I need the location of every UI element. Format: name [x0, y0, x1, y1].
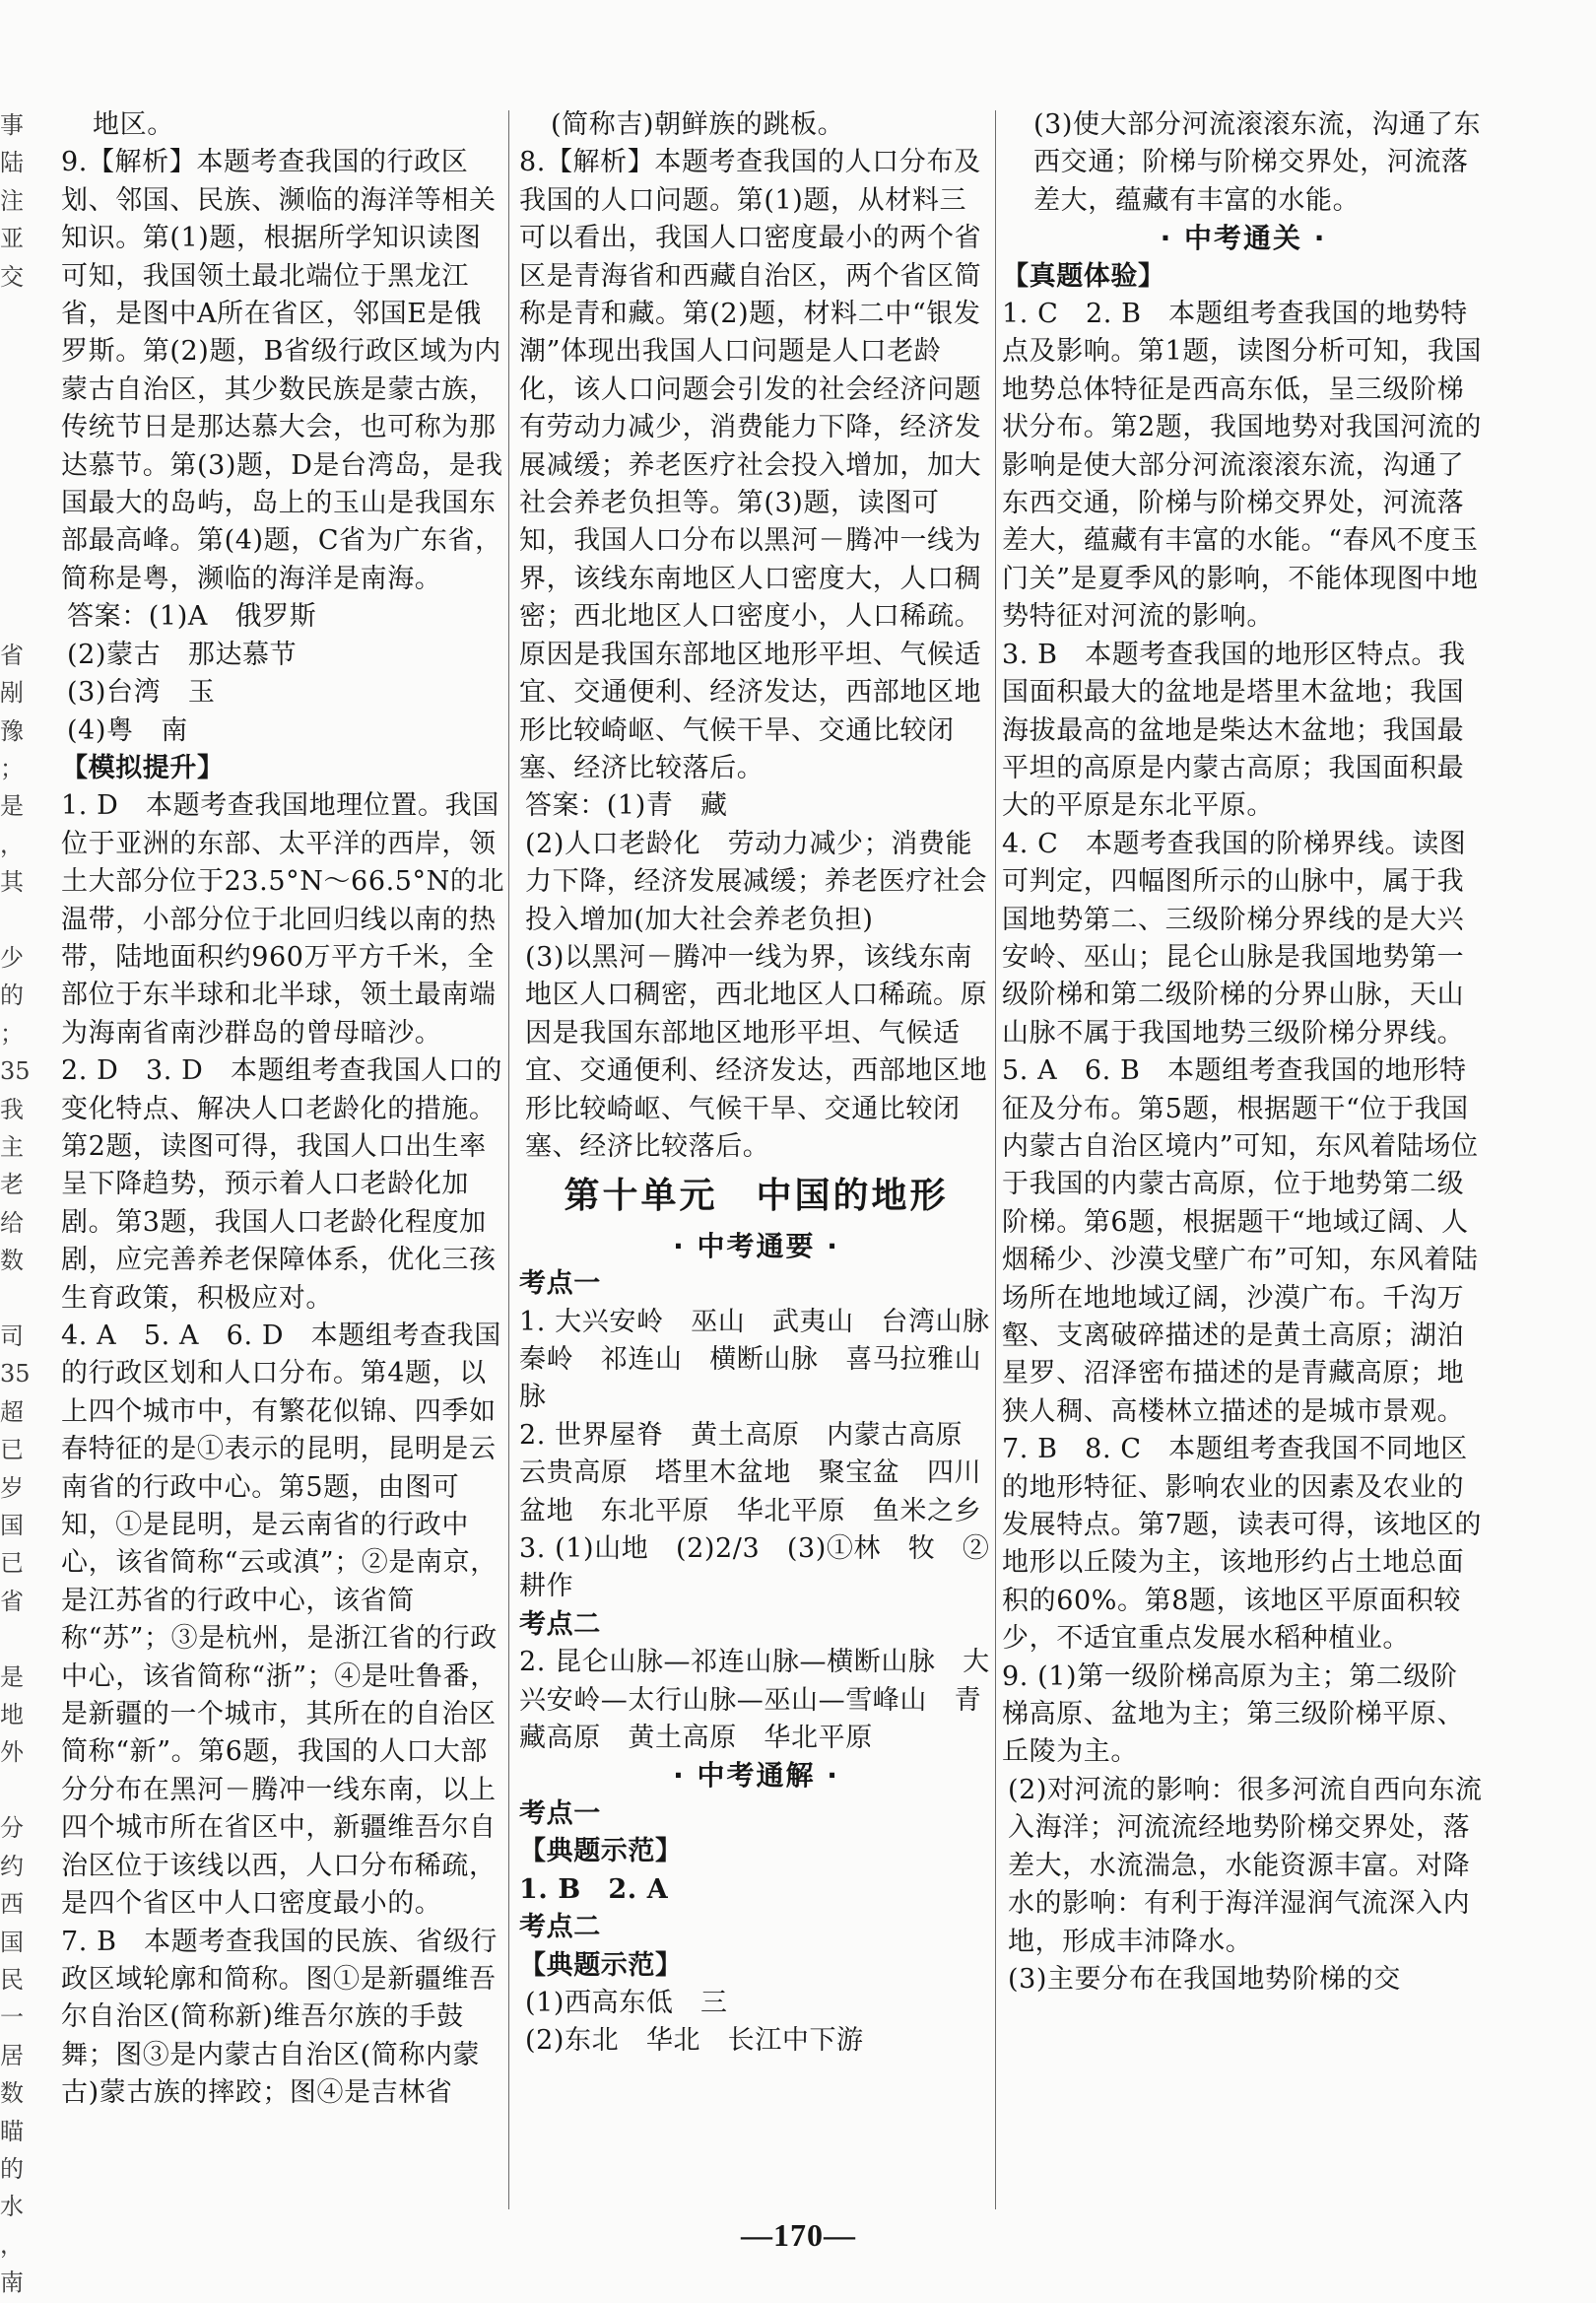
- middle-paragraph: 考点二: [519, 1912, 601, 1943]
- page-edge-bleed-text: 事 陆 注 亚 交 省 剐 豫 ； 是 ， 其 少 的 ； 35 我 主 老 给 数 司 35 超 已 岁 国 已 省 是 地 外 分 约 西 国 民 一 居 数 瞄 的 水 ， 南: [0, 111, 31, 2297]
- left-paragraph: 【模拟提升】: [61, 752, 225, 783]
- middle-paragraph: · 中考通要 ·: [673, 1229, 839, 1262]
- middle-paragraph: 1. B 2. A: [519, 1873, 669, 1905]
- middle-paragraph: 1. 大兴安岭 巫山 武夷山 台湾山脉 秦岭 祁连山 横断山脉 喜马拉雅山脉: [519, 1306, 1018, 1413]
- left-paragraph: 地区。: [93, 109, 174, 140]
- right-paragraph: 9. (1)第一级阶梯高原为主；第二级阶梯高原、盆地为主；第三级阶梯平原、丘陵为主。: [1002, 1660, 1465, 1768]
- column-divider-left: [508, 110, 509, 2209]
- right-paragraph: 3. B 本题考查我国的地形区特点。我国面积最大的盆地是塔里木盆地；我国海拔最高的盆地是柴达木盆地；我国最平坦的高原是内蒙古高原；我国面积最大的平原是东北平原。: [1002, 639, 1466, 822]
- left-paragraph: 1. D 本题考查我国地理位置。我国位于亚洲的东部、太平洋的西岸，领土大部分位于23.5°N～66.5°N的北温带，小部分位于北回归线以南的热带，陆地面积约960万平方千米，全部位于东半球和北半球，领土最南端为海南省南沙群岛的曾母暗沙。: [61, 790, 505, 1049]
- middle-paragraph: 答案：(1)青 藏: [525, 790, 728, 822]
- middle-paragraph: 第十单元 中国的地形: [564, 1176, 949, 1217]
- left-paragraph: 2. D 3. D 本题组考查我国人口的变化特点、解决人口老龄化的措施。第2题，读图可得，我国人口出生率呈下降趋势，预示着人口老龄化加剧。第3题，我国人口老龄化程度加剧，应完善养老保障体系，优化三孩生育政策，积极应对。: [61, 1055, 502, 1314]
- middle-paragraph: · 中考通解 ·: [673, 1759, 839, 1793]
- middle-paragraph: 考点一: [519, 1797, 601, 1829]
- left-paragraph: 4. A 5. A 6. D 本题组考查我国的行政区划和人口分布。第4题，以上四个城市中，有繁花似锦、四季如春特征的是①表示的昆明，昆明是云南省的行政中心。第5题，由图可知，①是昆明，是云南省的行政中心，该省简称“云或滇”；②是南京，是江苏省的行政中心，该省简称“苏”；③是杭州，是浙江省的行政中心，该省简称“浙”；④是吐鲁番，是新疆的一个城市，其所在的自治区简称“新”。第6题，我国的人口大部分分布在黑河－腾冲一线东南，以上四个城市所在省区中，新疆维吾尔自治区位于该线以西，人口分布稀疏，是四个省区中人口密度最小的。: [61, 1321, 501, 1920]
- right-paragraph: 7. B 8. C 本题组考查我国不同地区的地形特征、影响农业的因素及农业的发展特点。第7题，读表可得，该地区的地形以丘陵为主，该地形约占土地总面积的60%。第8题，该地区平原面积较少，不适宜重点发展水稻种植业。: [1002, 1434, 1482, 1655]
- middle-paragraph: 8.【解析】本题考查我国的人口分布及我国的人口问题。第(1)题，从材料三可以看出，我国人口密度最小的两个省区是青海省和西藏自治区，两个省区简称是青和藏。第(2)题，材料二中“银发潮”体现出我国人口问题是人口老龄化，该人口问题会引发的社会经济问题有劳动力减少，消费能力下降，经济发展减缓；养老医疗社会投入增加，加大社会养老负担等。第(3)题，读图可知，我国人口分布以黑河－腾冲一线为界，该线东南地区人口密度大，人口稠密；西北地区人口密度小，人口稀疏。原因是我国东部地区地形平坦、气候适宜、交通便利、经济发达，西部地区地形比较崎岖、气候干旱、交通比较闭塞、经济比较落后。: [519, 147, 982, 783]
- left-paragraph: 答案：(1)A 俄罗斯: [67, 601, 317, 633]
- middle-paragraph: (3)以黑河－腾冲一线为界，该线东南地区人口稠密，西北地区人口稀疏。原因是我国东部地区地形平坦、气候适宜、交通便利、经济发达，西部地区地形比较崎岖、气候干旱、交通比较闭塞、经济比较落后。: [525, 941, 988, 1162]
- left-paragraph: (2)蒙古 那达慕节: [67, 639, 298, 670]
- left-paragraph: 9.【解析】本题考查我国的行政区划、邻国、民族、濒临的海洋等相关知识。第(1)题，根据所学知识读图可知，我国领土最北端位于黑龙江省，是图中A所在省区，邻国E是俄罗斯。第(2)题，B省级行政区域为内蒙古自治区，其少数民族是蒙古族，传统节日是那达慕大会，也可称为那达慕节。第(3)题，D是台湾岛，是我国最大的岛屿，岛上的玉山是我国东部最高峰。第(4)题，C省为广东省，简称是粤，濒临的海洋是南海。: [61, 147, 503, 594]
- right-paragraph: (3)主要分布在我国地势阶梯的交: [1008, 1963, 1401, 1995]
- right-paragraph: 【真题体验】: [1002, 260, 1165, 292]
- middle-paragraph: (2)东北 华北 长江中下游: [525, 2025, 864, 2057]
- left-paragraph: (4)粤 南: [67, 714, 188, 746]
- middle-paragraph: 2. 昆仑山脉—祁连山脉—横断山脉 大兴安岭—太行山脉—巫山—雪峰山 青藏高原 黄土高原 华北平原: [519, 1647, 990, 1754]
- page-number: —170—: [741, 2217, 856, 2253]
- middle-paragraph: (2)人口老龄化 劳动力减少；消费能力下降，经济发展减缓；养老医疗社会投入增加(加大社会养老负担): [525, 828, 988, 935]
- right-paragraph: 5. A 6. B 本题组考查我国的地形特征及分布。第5题，根据题干“位于我国内蒙古自治区境内”可知，东风着陆场位于我国的内蒙古高原，位于地势第二级阶梯。第6题，根据题干“地域辽阔、人烟稀少、沙漠戈壁广布”可知，东风着陆场所在地地域辽阔，沙漠广布。千沟万壑、支离破碎描述的是黄土高原；湖泊星罗、沼泽密布描述的是青藏高原；地狭人稠、高楼林立描述的是城市景观。: [1002, 1055, 1479, 1427]
- middle-paragraph: 3. (1)山地 (2)2/3 (3)①林 牧 ②耕作: [519, 1533, 990, 1602]
- middle-paragraph: 考点一: [519, 1268, 601, 1300]
- left-paragraph: 7. B 本题考查我国的民族、省级行政区域轮廓和简称。图①是新疆维吾尔自治区(简称新)维吾尔族的手鼓舞；图③是内蒙古自治区(简称内蒙古)蒙古族的摔跤；图④是吉林省: [61, 1926, 498, 2109]
- column-divider-right: [995, 110, 996, 2209]
- middle-paragraph: 考点二: [519, 1608, 601, 1640]
- right-paragraph: 4. C 本题考查我国的阶梯界线。读图可判定，四幅图所示的山脉中，属于我国地势第二、三级阶梯分界线的是大兴安岭、巫山；昆仑山脉是我国地势第一级阶梯和第二级阶梯的分界山脉，天山山脉不属于我国地势三级阶梯分界线。: [1002, 828, 1467, 1049]
- right-paragraph: 1. C 2. B 本题组考查我国的地势特点及影响。第1题，读图分析可知，我国地势总体特征是西高东低，呈三级阶梯状分布。第2题，我国地势对我国河流的影响是使大部分河流滚滚东流，沟通了东西交通，阶梯与阶梯交界处，河流落差大，蕴藏有丰富的水能。“春风不度玉门关”是夏季风的影响，不能体现图中地势特征对河流的影响。: [1002, 299, 1482, 633]
- left-column: [61, 106, 506, 2113]
- middle-paragraph: 2. 世界屋脊 黄土高原 内蒙古高原 云贵高原 塔里木盆地 聚宝盆 四川盆地 东北平原 华北平原 鱼米之乡: [519, 1419, 990, 1526]
- middle-paragraph: (简称吉)朝鲜族的跳板。: [551, 109, 845, 140]
- right-paragraph: (2)对河流的影响：很多河流自西向东流入海洋；河流流经地势阶梯交界处，落差大，水流湍急，水能资源丰富。对降水的影响：有利于海洋湿润气流深入内地，形成丰沛降水。: [1008, 1774, 1483, 1957]
- middle-paragraph: 【典题示范】: [519, 1949, 683, 1981]
- right-paragraph: (3)使大部分河流滚滚东流，沟通了东西交通；阶梯与阶梯交界处，河流落差大，蕴藏有丰富的水能。: [1033, 109, 1482, 216]
- middle-paragraph: (1)西高东低 三: [525, 1987, 728, 2018]
- middle-paragraph: 【典题示范】: [519, 1836, 683, 1867]
- right-paragraph: · 中考通关 ·: [1160, 222, 1327, 255]
- middle-column: [519, 106, 1018, 2061]
- right-column: [1002, 106, 1485, 1998]
- left-paragraph: (3)台湾 玉: [67, 677, 216, 709]
